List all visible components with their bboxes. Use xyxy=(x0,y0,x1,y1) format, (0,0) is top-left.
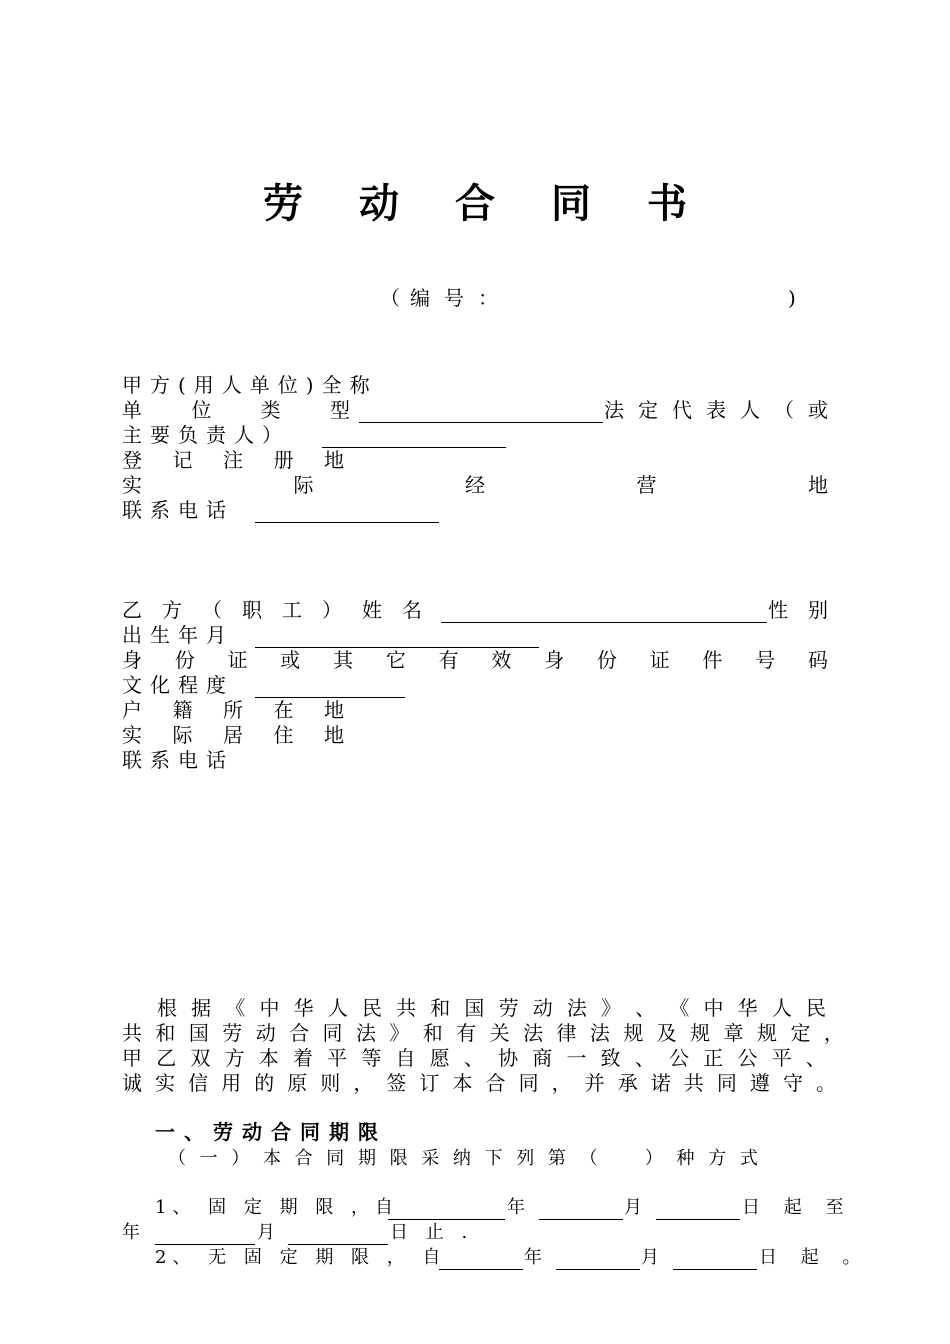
birth-blank[interactable] xyxy=(255,623,539,648)
number-char: ： xyxy=(478,286,498,310)
education-blank[interactable] xyxy=(255,673,405,698)
preamble-line-4: 诚 实 信 用 的 原 则 ， 签 订 本 合 同 ， 并 承 诺 共 同 遵 守 。 xyxy=(122,1071,836,1095)
item-1-start-month-blank[interactable] xyxy=(539,1195,623,1220)
item-2-day-from: 日 起 。 xyxy=(759,1247,870,1268)
item-1-start-year-blank[interactable] xyxy=(388,1195,505,1220)
number-open-paren: （ xyxy=(380,286,400,310)
number-char: 号 xyxy=(444,286,472,310)
item-2-day-blank[interactable] xyxy=(673,1245,757,1270)
party-b-phone-label: 联系电话 xyxy=(122,748,234,772)
residence-label: 实 际 居 住 地 xyxy=(122,723,344,747)
party-a-phone-blank[interactable] xyxy=(255,498,439,523)
item-1-prefix: 1、 固 定 期 限 ，自 xyxy=(155,1197,400,1218)
item-1-line2-year-label: 年 xyxy=(122,1222,140,1243)
legal-rep-label: 法 定 代 表 人 （ 或 xyxy=(604,398,828,422)
item-1-month-label: 月 xyxy=(624,1197,642,1218)
education-label: 文化程度 xyxy=(122,673,234,697)
party-b-name-label: 乙 方 （ 职 工 ） 姓 名 xyxy=(122,598,422,622)
item-1-line2-month-label: 月 xyxy=(257,1222,275,1243)
preamble-line-2: 共 和 国 劳 动 合 同 法 》 和 有 关 法 律 法 规 及 规 章 规 定 ， xyxy=(122,1021,844,1045)
item-1-day-from: 日 起 至 xyxy=(742,1197,853,1218)
party-b-name-blank[interactable] xyxy=(441,598,767,623)
party-a-phone-label: 联系电话 xyxy=(122,498,234,522)
item-1-year-label: 年 xyxy=(507,1197,525,1218)
id-label: 身 份 证 或 其 它 有 效 身 份 证 件 号 码 xyxy=(122,648,828,672)
party-a-unit-type-label: 单 位 类 型 xyxy=(122,398,350,422)
reg-address-label: 登 记 注 册 地 xyxy=(122,448,344,472)
household-label: 户 籍 所 在 地 xyxy=(122,698,344,722)
number-char: 编 xyxy=(410,286,438,310)
preamble-line-1: 根 据 《 中 华 人 民 共 和 国 劳 动 法 》 、 《 中 华 人 民 xyxy=(157,996,826,1020)
business-address-label: 实 际 经 营 地 xyxy=(122,473,828,497)
number-close-paren: ) xyxy=(788,286,796,310)
principal-label: 主要负责人） xyxy=(122,423,290,447)
item-1-end-month-blank[interactable] xyxy=(288,1220,388,1245)
item-2-month-blank[interactable] xyxy=(556,1245,640,1270)
preamble-line-3: 甲 乙 双 方 本 着 平 等 自 愿 、 协 商 一 致 、 公 正 公 平 、 xyxy=(122,1046,826,1070)
item-2-prefix: 2、 无 固 定 期 限 ， 自 xyxy=(155,1247,447,1268)
document-title: 劳动合同书 xyxy=(263,181,743,227)
item-2-month-label: 月 xyxy=(641,1247,659,1268)
section-1-sub: （ 一 ） 本 合 同 期 限 采 纳 下 列 第 （ ） 种 方 式 xyxy=(168,1148,758,1169)
legal-rep-blank[interactable] xyxy=(322,423,506,448)
gender-label: 性 别 xyxy=(768,598,828,622)
contract-number-label xyxy=(380,286,498,311)
item-2-year-label: 年 xyxy=(524,1247,542,1268)
item-1-line2-end: 日 止 . xyxy=(390,1222,474,1243)
section-1-heading: 一、劳动合同期限 xyxy=(155,1120,387,1144)
item-1-end-year-blank[interactable] xyxy=(155,1220,255,1245)
party-a-fullname-label: 甲方(用人单位)全称 xyxy=(122,373,378,397)
item-2-year-blank[interactable] xyxy=(439,1245,523,1270)
birth-label: 出生年月 xyxy=(122,623,234,647)
unit-type-blank[interactable] xyxy=(359,398,603,423)
item-1-start-day-blank[interactable] xyxy=(656,1195,740,1220)
